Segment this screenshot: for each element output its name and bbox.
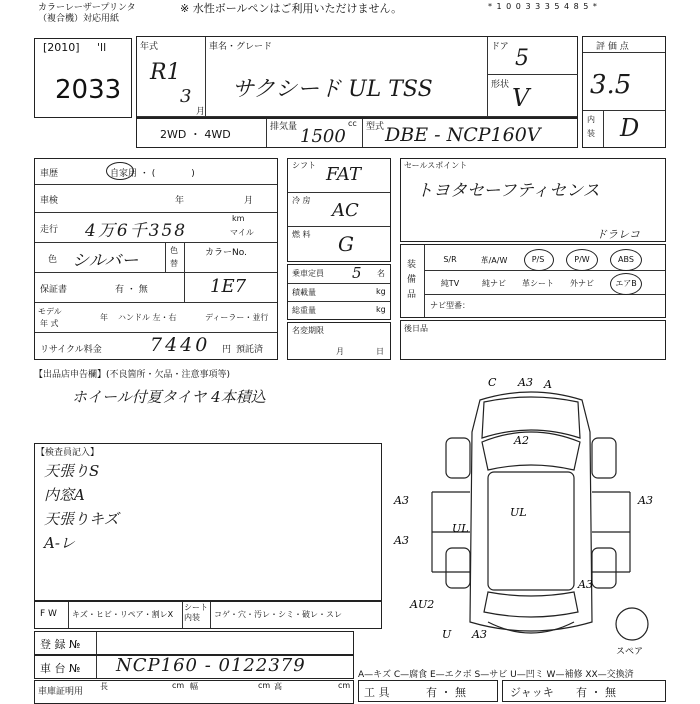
tools-label: 工 具: [364, 686, 390, 699]
inspector-label: 【検査員記入】: [36, 448, 100, 458]
mark-bottom-1: AU2: [410, 598, 435, 611]
spare-tire: [616, 608, 648, 640]
equip-ps: P/S: [531, 255, 545, 264]
registration-row: [34, 631, 354, 655]
car-name-value: サクシード UL TSS: [232, 77, 433, 102]
mark-left-2: A3: [394, 534, 409, 547]
damage-legend: A—キズ C—腐食 E—エクボ S—サビ U—凹ミ W—補修 XX—交換済: [358, 670, 634, 680]
mark-center-1: UL: [452, 522, 469, 535]
shape-value: V: [512, 84, 530, 112]
equip-navi: 純ナビ: [482, 279, 506, 288]
printer-line-1: カラーレーザープリンタ: [38, 3, 136, 13]
equip-ext-navi: 外ナビ: [570, 279, 594, 288]
chassis-label: 車 台 №: [40, 662, 81, 675]
expiry-label: 名変期限: [292, 326, 324, 335]
displacement-unit: cc: [348, 119, 357, 128]
inspection-label: 車検: [40, 196, 59, 206]
year-era: R1: [150, 60, 181, 85]
interior-label-top: 内: [587, 115, 595, 124]
equipment-label: 装備品: [407, 260, 417, 300]
mileage-label: 走行: [40, 225, 59, 235]
mark-top-c: C: [488, 376, 497, 389]
car-damage-diagram: [392, 372, 670, 657]
lot-number: 2033: [55, 75, 122, 105]
rear-window: [484, 592, 578, 617]
mileage-unit-mile: マイル: [230, 228, 254, 237]
wheel-front-left: [446, 438, 470, 478]
recycle-note: 預託済: [236, 345, 264, 355]
inspector-line-3: 天張りキズ: [44, 510, 119, 528]
history-options: 自家用 ・ ( ): [110, 169, 195, 179]
inspector-line-1: 天張りS: [44, 462, 100, 480]
color-value: シルバー: [72, 251, 139, 271]
inspection-year: 年: [175, 196, 185, 206]
capacity-unit: 名: [377, 269, 385, 278]
displacement-label: 排気量: [270, 122, 298, 132]
lot-session-mark: 'll: [97, 41, 107, 54]
cert-unit-3: cm: [338, 681, 351, 690]
mileage-unit-km: km: [232, 214, 245, 223]
equip-sr: S/R: [443, 255, 457, 264]
seller-notes-label: 【出品店申告欄】(不良箇所・欠品・注意事項等): [34, 370, 231, 380]
model-type-label: 型式: [366, 122, 385, 132]
mark-top-a: A: [544, 378, 552, 391]
color-no-label: カラーNo.: [205, 248, 247, 258]
jack-options: 有 ・ 無: [576, 686, 616, 699]
recycle-unit: 円: [222, 345, 232, 355]
mark-left-1: A3: [394, 494, 409, 507]
inspector-line-4: A-レ: [44, 534, 75, 552]
cert-height-label: 高: [274, 682, 282, 691]
fw-text: キズ・ヒビ・リペア・割レX: [72, 610, 174, 619]
fuel-label: 燃 料: [292, 230, 311, 239]
load-unit: kg: [376, 287, 386, 296]
warranty-label: 保証書: [40, 285, 68, 295]
drive-label: 2WD ・ 4WD: [160, 128, 231, 141]
model-change-label-1: モデル: [38, 307, 62, 316]
color-no-value: 1E7: [210, 276, 247, 297]
circle-pw: [566, 249, 598, 271]
gross-label: 総重量: [292, 306, 316, 315]
cert-length-label: 長: [100, 682, 108, 691]
warranty-options: 有 ・ 無: [115, 285, 148, 295]
doors-value: 5: [515, 46, 529, 71]
aircon-label: 冷 房: [292, 196, 311, 205]
recycle-label: リサイクル料金: [40, 345, 102, 355]
seat-text: コゲ・穴・汚レ・シミ・破レ・スレ: [214, 610, 342, 619]
color-change-label-2: 替: [170, 259, 178, 268]
load-label: 積載量: [292, 288, 316, 297]
nav-model-label: ナビ型番：: [430, 301, 470, 310]
certificate-label: 車庫証明用: [38, 687, 84, 697]
model-type-value: DBE - NCP160V: [385, 124, 541, 146]
wheel-front-right: [592, 438, 616, 478]
equip-handwritten: ドラレコ: [596, 228, 640, 241]
seat-label: シート内装: [184, 603, 208, 622]
fw-label: F W: [40, 609, 57, 619]
spare-label: スペア: [616, 647, 644, 657]
mark-bottom-2: U: [442, 628, 452, 641]
mark-bottom-3: A3: [472, 628, 487, 641]
roof: [488, 472, 574, 590]
windshield: [482, 432, 580, 470]
printer-line-2: （複合機）対応用紙: [38, 14, 120, 24]
mark-hood: A2: [514, 434, 529, 447]
sales-point-label: セールスポイント: [404, 161, 468, 170]
registration-label: 登 録 №: [40, 638, 81, 651]
month-unit: 月: [196, 107, 206, 117]
equip-tv: 純TV: [440, 279, 460, 288]
car-name-label: 車名・グレード: [209, 42, 273, 52]
interior-value: D: [620, 114, 640, 142]
remarks-box: [400, 320, 666, 360]
inspection-month: 月: [244, 196, 254, 206]
tools-options: 有 ・ 無: [426, 686, 466, 699]
equip-airbag: エアB: [615, 279, 637, 288]
gross-unit: kg: [376, 305, 386, 314]
lot-year-label: [2010]: [43, 41, 80, 54]
wheel-rear-right: [592, 548, 616, 588]
handle-side: ハンドル 左・右: [118, 313, 177, 322]
expiry-day: 日: [376, 347, 384, 356]
mileage-value: 4万6千358: [85, 221, 188, 241]
doors-label: ドア: [491, 42, 509, 52]
equip-leather-aw: 革/A/W: [480, 256, 508, 265]
interior-label-bottom: 装: [587, 129, 595, 138]
model-change-year: 年: [100, 313, 108, 322]
notice: ※ 水性ボールペンはご利用いただけません。: [180, 2, 403, 15]
cert-width-label: 幅: [190, 682, 198, 691]
mark-top-a3: A3: [518, 376, 533, 389]
jack-label: ジャッキ: [510, 686, 554, 699]
equip-abs: ABS: [618, 255, 634, 264]
detail-table: [34, 158, 278, 360]
capacity-value: 5: [352, 264, 362, 282]
seller-notes-value: ホイール付夏タイヤ 4本積込: [72, 388, 266, 406]
year-label: 年式: [140, 42, 159, 52]
circle-ps: [524, 249, 554, 271]
model-change-label-2: 年 式: [40, 319, 59, 328]
mark-right-2: A3: [578, 578, 593, 591]
serial-number: * 1 0 0 3 3 3 5 4 8 5 *: [488, 2, 598, 11]
color-label: 色: [48, 255, 58, 265]
history-label: 車歴: [40, 169, 59, 179]
year-month: 3: [180, 86, 192, 107]
lot-box: [34, 38, 132, 118]
equip-leather-seat: 革シート: [522, 279, 554, 288]
recycle-value: 7440: [150, 334, 211, 356]
color-change-label-1: 色: [170, 246, 178, 255]
circle-abs: [610, 249, 642, 271]
score-value: 3.5: [590, 70, 632, 100]
displacement-value: 1500: [300, 126, 346, 147]
cert-unit-2: cm: [258, 681, 271, 690]
shift-value: FAT: [326, 164, 361, 185]
equip-pw: P/W: [574, 255, 590, 264]
sales-point-value: トヨタセーフティセンス: [416, 181, 600, 201]
chassis-value: NCP160 - 0122379: [116, 655, 306, 676]
fuel-value: G: [338, 232, 354, 256]
capacity-label: 乗車定員: [292, 269, 324, 278]
shape-label: 形状: [491, 80, 510, 90]
aircon-value: AC: [332, 200, 359, 221]
score-label: 評 価 点: [596, 42, 629, 52]
mark-right-1: A3: [638, 494, 653, 507]
expiry-month: 月: [336, 347, 344, 356]
shift-label: シフト: [292, 161, 316, 170]
mark-center-2: UL: [510, 506, 527, 519]
remarks-label: 後日品: [404, 324, 428, 333]
dealer-import: ディーラー・並行: [205, 313, 269, 322]
cert-unit-1: cm: [172, 681, 185, 690]
circle-airbag: [610, 273, 642, 295]
wheel-rear-left: [446, 548, 470, 588]
inspector-line-2: 内窓A: [44, 486, 85, 504]
